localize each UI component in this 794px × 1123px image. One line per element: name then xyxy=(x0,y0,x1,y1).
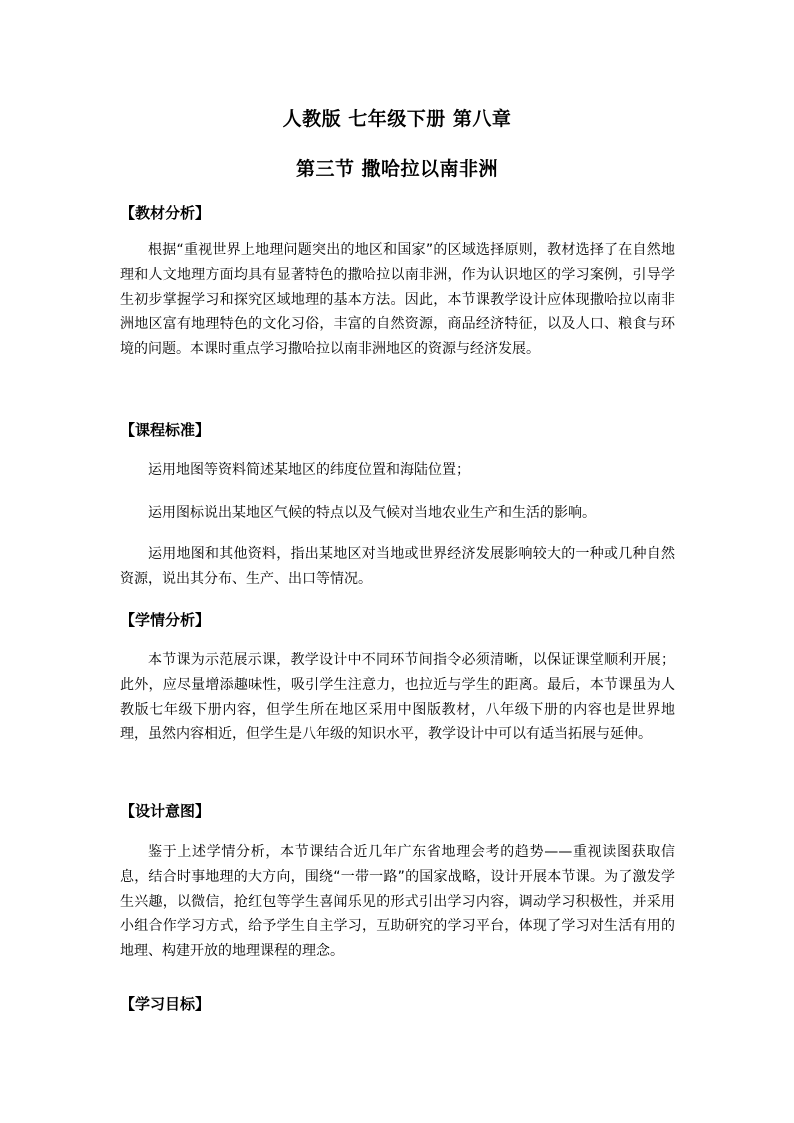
paragraph-standard-2: 运用图标说出某地区气候的特点以及气候对当地农业生产和生活的影响。 xyxy=(148,505,596,521)
paragraph-learner-analysis xyxy=(120,648,675,747)
paragraph-text: 鉴于上述学情分析，本节课结合近几年广东省地理会考的趋势——重视读图获取信息，结合时事地理的大方向，围绕“一带一路”的国家战略，设计开展本节课。为了激发学生兴趣，以微信，抢红包等学生喜闻乐见的形式引出学习内容，调动学习积极性，并采用小组合作学习方式，给予学生自主学习，互助研究的学习平台，体现了学习对生活有用的地理、构建开放的地理课程的理念。 xyxy=(120,844,675,960)
section-title: 第三节 撒哈拉以南非洲 xyxy=(295,158,499,180)
heading-design-intent: 【设计意图】 xyxy=(120,802,211,820)
paragraph-standard-3 xyxy=(120,542,675,592)
heading-curriculum-standards: 【课程标准】 xyxy=(120,421,211,439)
document-title: 人教版 七年级下册 第八章 xyxy=(282,108,512,130)
paragraph-text: 本节课为示范展示课，教学设计中不同环节间指令必须清晰，以保证课堂顺利开展；此外，应尽量增添趣味性，吸引学生注意力，也拉近与学生的距离。最后，本节课虽为人教版七年级下册内容，但学生所在地区采用中图版教材，八年级下册的内容也是世界地理，虽然内容相近，但学生是八年级的知识水平，教学设计中可以有适当拓展与延伸。 xyxy=(120,652,675,743)
paragraph-standard-1: 运用地图等资料简述某地区的纬度位置和海陆位置； xyxy=(148,462,470,478)
paragraph-textbook-analysis xyxy=(120,238,675,362)
heading-learning-objectives: 【学习目标】 xyxy=(120,995,211,1013)
heading-learner-analysis: 【学情分析】 xyxy=(120,611,211,629)
paragraph-text: 根据“重视世界上地理问题突出的地区和国家”的区域选择原则，教材选择了在自然地理和人文地理方面均具有显著特色的撒哈拉以南非洲，作为认识地区的学习案例，引导学生初步掌握学习和探究区域地理的基本方法。因此，本节课教学设计应体现撒哈拉以南非洲地区富有地理特色的文化习俗，丰富的自然资源，商品经济特征，以及人口、粮食与环境的问题。本课时重点学习撒哈拉以南非洲地区的资源与经济发展。 xyxy=(120,242,675,358)
heading-textbook-analysis: 【教材分析】 xyxy=(120,204,211,222)
paragraph-design-intent xyxy=(120,840,675,964)
paragraph-text: 运用地图和其他资料，指出某地区对当地或世界经济发展影响较大的一种或几种自然资源，说出其分布、生产、出口等情况。 xyxy=(120,546,675,587)
